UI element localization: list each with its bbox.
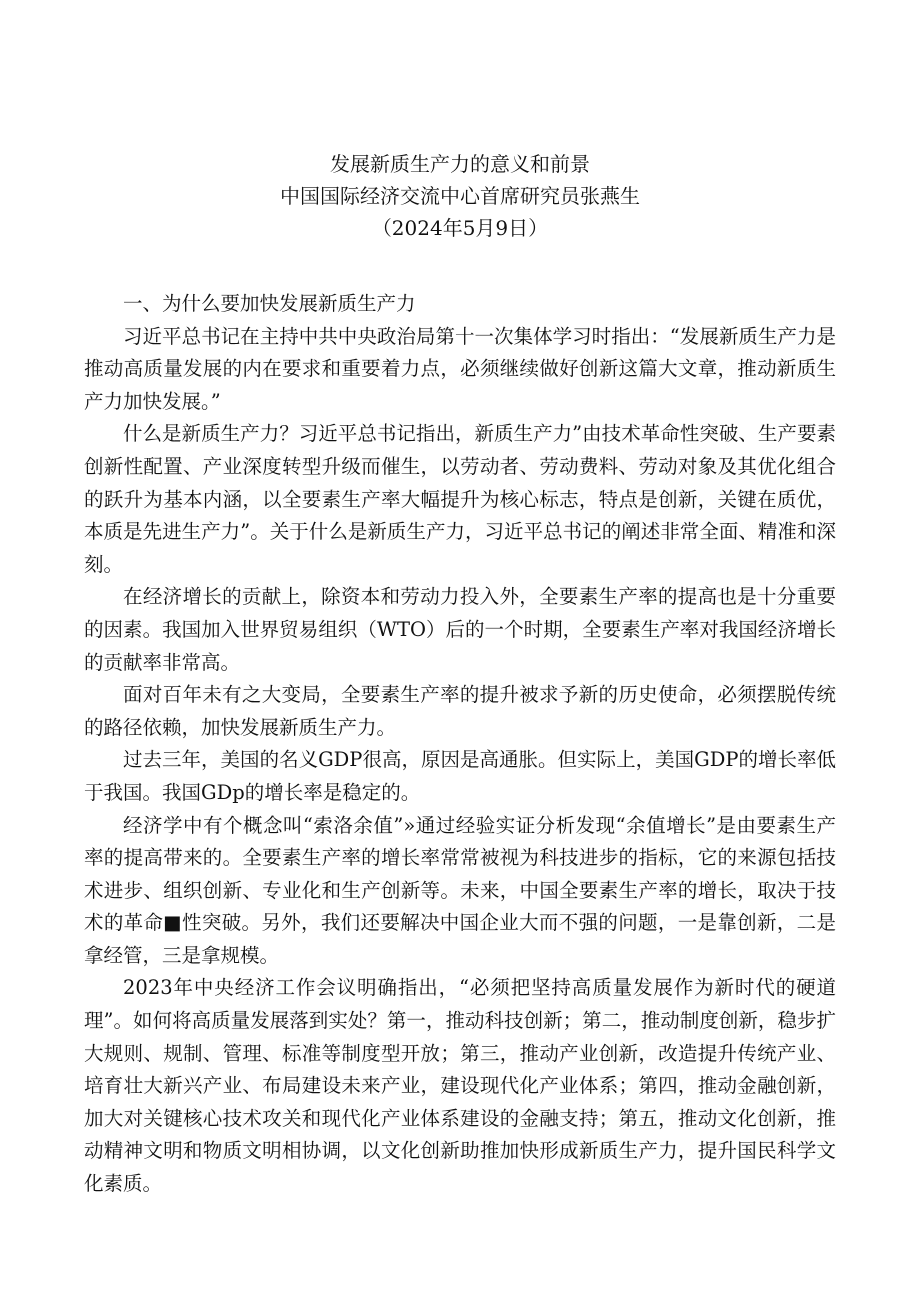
paragraph: 在经济增长的贡献上，除资本和劳动力投入外，全要素生产率的提高也是十分重要的因素。我国加入世界贸易组织（WTO）后的一个时期，全要素生产率对我国经济增长的贡献率非常高。 [84, 585, 836, 674]
paragraph: 面对百年未有之大变局，全要素生产率的提升被求予新的历史使命，必须摆脱传统的路径依赖，加快发展新质生产力。 [84, 683, 836, 739]
document-title: 发展新质生产力的意义和前景 [330, 152, 590, 176]
paragraph: 2023年中央经济工作会议明确指出，“必须把坚持高质量发展作为新时代的硬道理”。如何将高质量发展落到实处？第一，推动科技创新；第二，推动制度创新，稳步扩大规则、规制、管理、标准等制度型开放；第三，推动产业创新，改造提升传统产业、培育壮大新兴产业、布局建设未来产业，建设现代化产业体系；第四，推动金融创新，加大对关键核心技术攻关和现代化产业体系建设的金融支持；第五，推动文化创新，推动精神文明和物质文明相协调，以文化创新助推加快形成新质生产力，提升国民科学文化素质。 [84, 976, 836, 1196]
paragraph: 经济学中有个概念叫“索洛余值”»通过经验实证分析发现“余值增长”是由要素生产率的提高带来的。全要素生产率的增长率常常被视为科技进步的指标，它的来源包括技术进步、组织创新、专业化和生产创新等。未来，中国全要素生产率的增长，取决于技术的革命■性突破。另外，我们还要解决中国企业大而不强的问题，一是靠创新，二是拿经管，三是拿规模。 [84, 813, 836, 967]
title-block [0, 148, 920, 244]
author-line: 中国国际经济交流中心首席研究员张燕生 [280, 184, 640, 208]
date-line: （2024年5月9日） [371, 216, 549, 240]
paragraph: 什么是新质生产力？习近平总书记指出，新质生产力”由技术革命性突破、生产要素创新性配置、产业深度转型升级而催生，以劳动者、劳动费料、劳动对象及其优化组合的跃升为基本内涵，以全要素生产率大幅提升为核心标志，特点是创新，关键在质优，本质是先进生产力”。关于什么是新质生产力，习近平总书记的阐述非常全面、精准和深刻。 [84, 422, 836, 576]
paragraph: 过去三年，美国的名义GDP很高，原因是高通胀。但实际上，美国GDP的增长率低于我国。我国GDp的增长率是稳定的。 [84, 748, 836, 804]
document-body [84, 288, 836, 1201]
paragraph: 习近平总书记在主持中共中央政治局第十一次集体学习时指出：“发展新质生产力是推动高质量发展的内在要求和重要着力点，必须继续做好创新这篇大文章，推动新质生产力加快发展。” [84, 324, 836, 413]
section-heading: 一、为什么要加快发展新质生产力 [123, 292, 416, 315]
